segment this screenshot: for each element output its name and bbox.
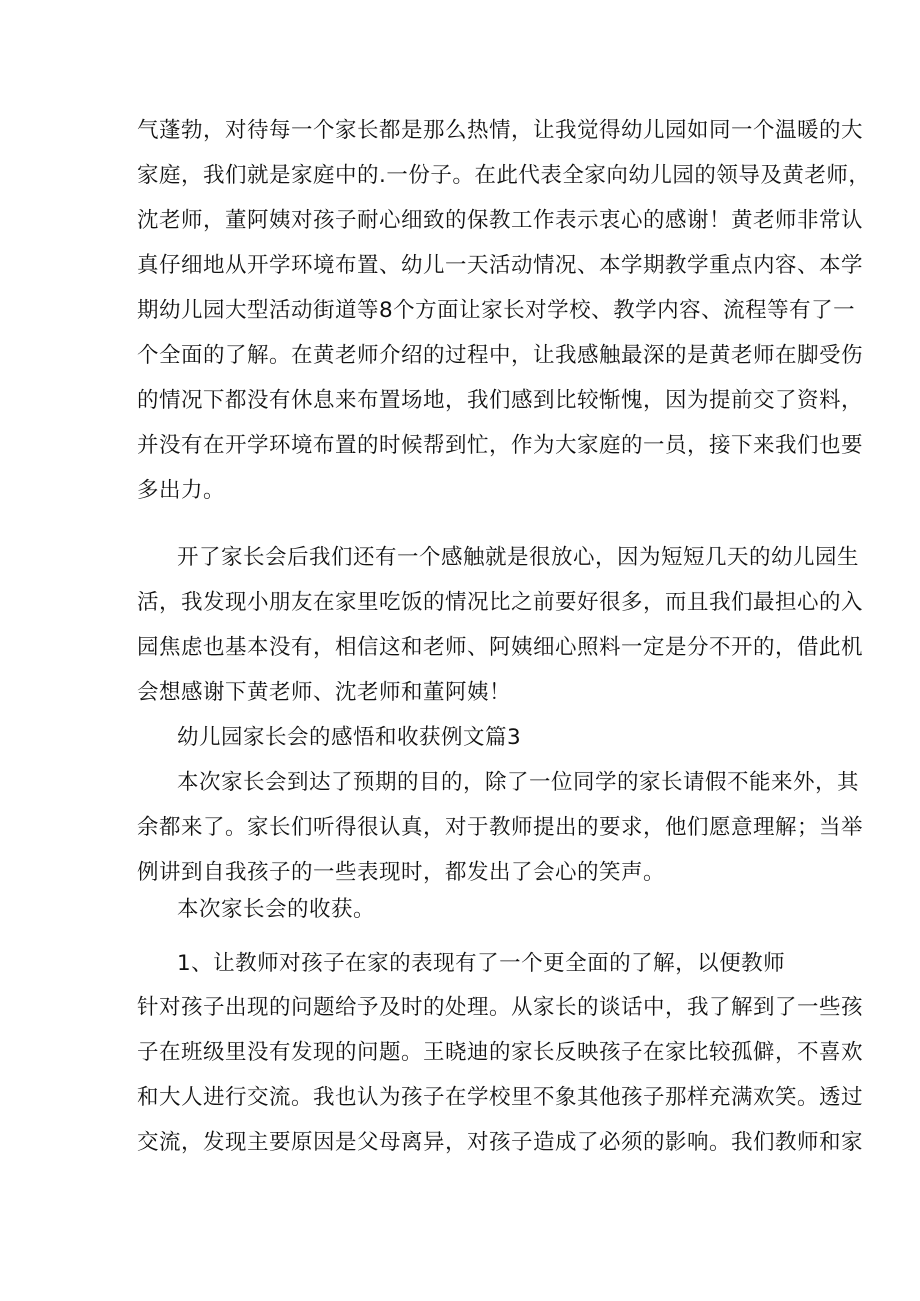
text-line: 开了家长会后我们还有一个感触就是很放心，因为短短几天的幼儿园生 — [177, 545, 860, 570]
text-line: 个全面的了解。在黄老师介绍的过程中，让我感触最深的是黄老师在脚受伤 — [137, 343, 864, 368]
text-line: 1、让教师对孩子在家的表现有了一个更全面的了解，以便教师 — [177, 951, 786, 976]
text-line: 和大人进行交流。我也认为孩子在学校里不象其他孩子那样充满欢笑。透过 — [137, 1085, 864, 1110]
text-line: 并没有在开学环境布置的时候帮到忙，作为大家庭的一员，接下来我们也要 — [137, 433, 864, 458]
text-line: 家庭，我们就是家庭中的.一份子。在此代表全家向幼儿园的领导及黄老师， — [137, 163, 871, 188]
text-line: 期幼儿园大型活动街道等8个方面让家长对学校、教学内容、流程等有了一 — [137, 298, 856, 323]
text-line: 例讲到自我孩子的一些表现时，都发出了会心的笑声。 — [137, 860, 666, 885]
text-line: 园焦虑也基本没有，相信这和老师、阿姨细心照料一定是分不开的，借此机 — [137, 635, 864, 660]
text-line: 沈老师，董阿姨对孩子耐心细致的保教工作表示衷心的感谢！黄老师非常认 — [137, 208, 864, 233]
text-line: 子在班级里没有发现的问题。王晓迪的家长反映孩子在家比较孤僻，不喜欢 — [137, 1040, 864, 1065]
text-line: 多出力。 — [137, 478, 226, 503]
text-line: 活，我发现小朋友在家里吃饭的情况比之前要好很多，而且我们最担心的入 — [137, 590, 864, 615]
text-line: 交流，发现主要原因是父母离异，对孩子造成了必须的影响。我们教师和家 — [137, 1130, 864, 1155]
text-line: 真仔细地从开学环境布置、幼儿一天活动情况、本学期教学重点内容、本学 — [137, 253, 864, 278]
text-line: 针对孩子出现的问题给予及时的处理。从家长的谈话中，我了解到了一些孩 — [137, 995, 864, 1020]
text-line: 会想感谢下黄老师、沈老师和董阿姨！ — [137, 680, 512, 705]
text-line: 余都来了。家长们听得很认真，对于教师提出的要求，他们愿意理解；当举 — [137, 815, 864, 840]
text-line: 气蓬勃，对待每一个家长都是那么热情，让我觉得幼儿园如同一个温暖的大 — [137, 118, 864, 143]
text-line: 本次家长会到达了预期的目的，除了一位同学的家长请假不能来外，其 — [177, 770, 860, 795]
text-line: 本次家长会的收获。 — [177, 897, 376, 922]
text-line: 的情况下都没有休息来布置场地，我们感到比较惭愧，因为提前交了资料， — [137, 388, 864, 413]
section-heading: 幼儿园家长会的感悟和收获例文篇3 — [177, 725, 522, 750]
